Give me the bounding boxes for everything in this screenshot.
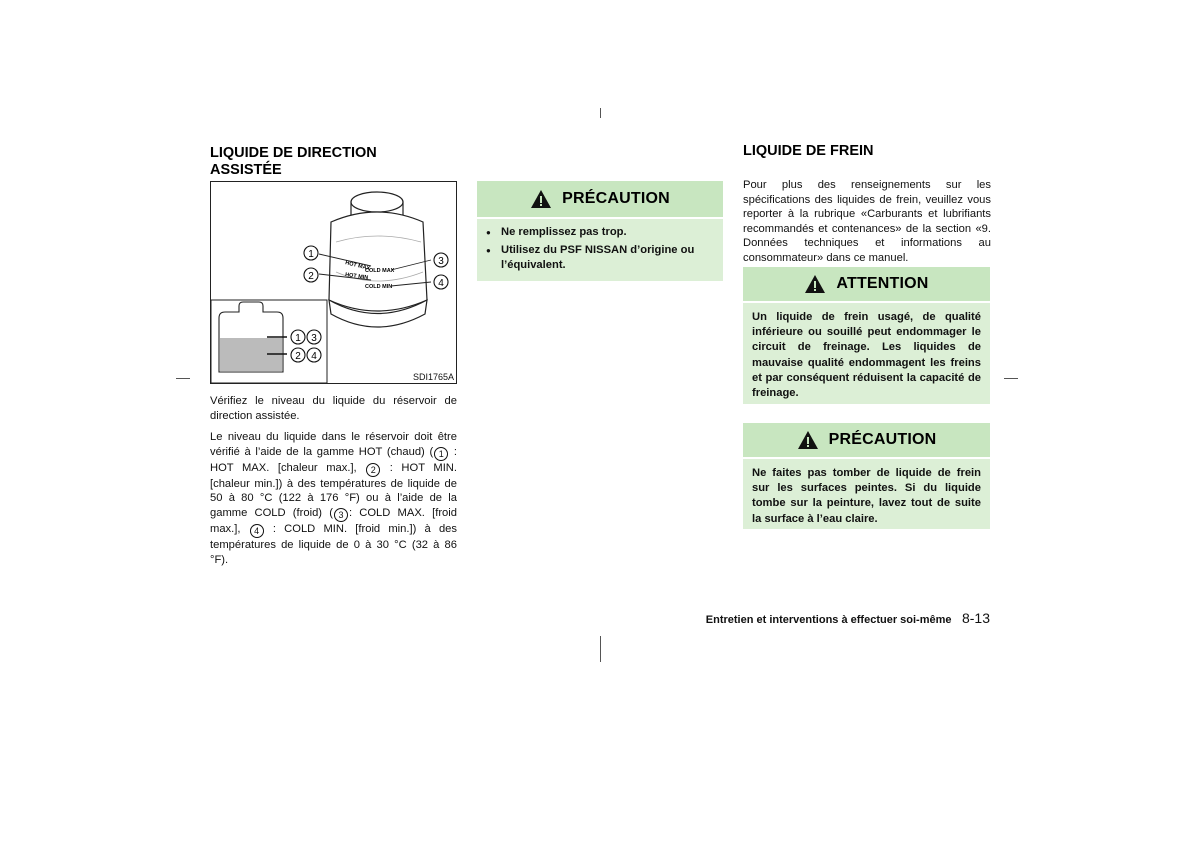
left-para2: Le niveau du liquide dans le réservoir doit être vérifié à l’aide de la gamme HOT (chaud) ( 1 : HOT MAX. [chaleur max.], 2 : HOT MIN. [chaleur min.]) à des températures de liquide de 50 à 80 °C (122 à 176 °F) ou à l’aide de la gamme COLD (froid) ( 3 : COLD MAX. [froid max.], 4 : COLD MIN. [froid min.]) à des températures de liquide de 0 à 30 °C (32 à 86 °F). (210, 431, 457, 566)
crop-mark-right (1004, 378, 1018, 379)
inset-callout-4: 4 (311, 351, 317, 362)
right-caution-title: PRÉCAUTION (828, 431, 937, 448)
right-title: LIQUIDE DE FREIN (743, 143, 874, 159)
right-caution-header (743, 423, 990, 457)
page-footer (660, 610, 990, 628)
warning-triangle-icon (530, 189, 552, 209)
inline-num-3: 3 (334, 508, 348, 522)
label-hot-min: HOT MIN (344, 272, 369, 282)
callout-4: 4 (438, 278, 444, 289)
label-cold-max: COLD MAX (365, 268, 395, 274)
inline-num-1: 1 (434, 447, 448, 461)
middle-caution-list (477, 225, 723, 273)
label-hot-max: HOT MAX (344, 260, 371, 273)
left-para1: Vérifiez le niveau du liquide du réservoir de direction assistée. (210, 395, 457, 422)
middle-caution-title: PRÉCAUTION (562, 190, 670, 207)
callout-2: 2 (308, 271, 314, 282)
right-para: Pour plus des renseignements sur les spécifications des liquides de frein, veuillez vous reporter à la rubrique «Carburants et lubrifiants recommandés et contenances» de la section «9. Données techniques et informations au consommateur» dans ce manuel. (743, 179, 991, 264)
crop-mark-left (176, 378, 190, 379)
inline-num-4: 4 (250, 524, 264, 538)
attention-header (743, 267, 990, 301)
left-title-line1: LIQUIDE DE DIRECTION (210, 145, 377, 161)
reservoir-figure (210, 181, 457, 384)
reservoir-illustration (211, 182, 456, 383)
left-text (210, 394, 457, 567)
page-number: 8-13 (961, 610, 990, 626)
footer-section: Entretien et interventions à effectuer soi-même (705, 614, 952, 626)
list-item: ● Utilisez du PSF NISSAN d’origine ou l’équivalent. (477, 243, 723, 273)
attention-text: Un liquide de frein usagé, de qualité inférieure ou souillé peut endommager le circuit de freinage. Les liquides de mauvaise qualité endommagent les freins et par conséquent réduisent la capacité de freinage. (752, 311, 981, 400)
attention-title: ATTENTION (836, 275, 929, 292)
warning-triangle-icon (797, 430, 819, 450)
middle-caution-header (477, 181, 723, 217)
attention-body (743, 303, 990, 404)
left-title (210, 145, 460, 179)
figure-caption: SDI1765A (412, 372, 454, 382)
inset-callout-1: 1 (295, 333, 301, 344)
crop-mark-bottom (600, 636, 601, 662)
inset-callout-2: 2 (295, 351, 301, 362)
label-cold-min: COLD MIN (365, 284, 393, 290)
inset-callout-3: 3 (311, 333, 317, 344)
right-caution-text: Ne faites pas tomber de liquide de frein sur les surfaces peintes. Si du liquide tombe sur la peinture, lavez tout de suite la surface à l’eau claire. (752, 467, 981, 525)
warning-triangle-icon (804, 274, 826, 294)
list-item: ● Ne remplissez pas trop. (477, 225, 723, 240)
callout-3: 3 (438, 256, 444, 267)
inline-num-2: 2 (366, 463, 380, 477)
left-title-line2: ASSISTÉE (210, 162, 282, 178)
middle-caution-body (477, 219, 723, 281)
callout-1: 1 (308, 249, 314, 260)
right-caution-body (743, 459, 990, 529)
crop-mark-top (600, 108, 601, 118)
